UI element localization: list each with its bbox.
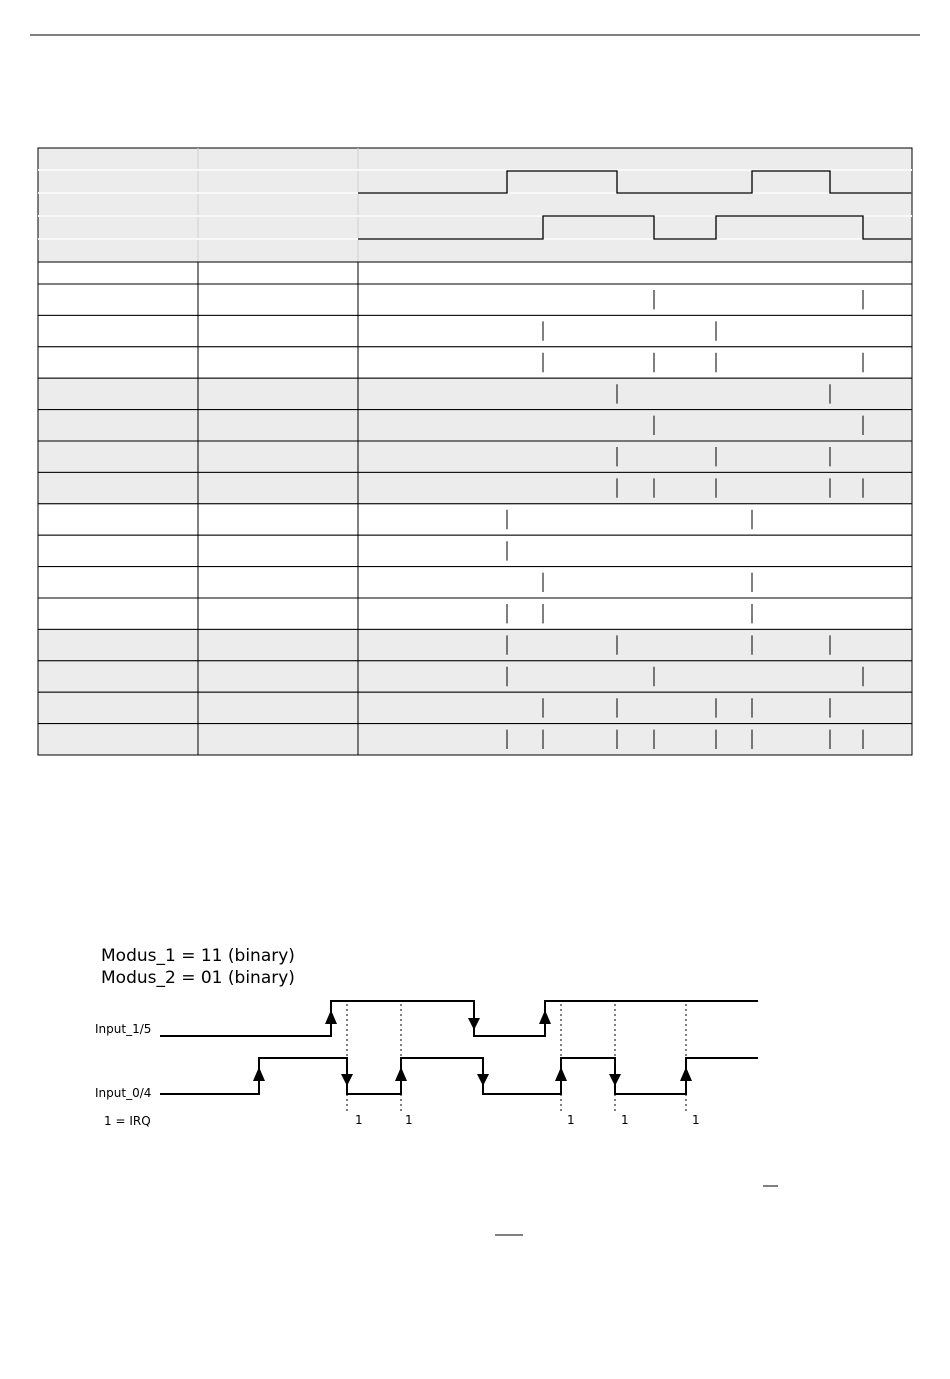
table-row-bg [38, 472, 912, 503]
falling-arrow-icon [477, 1074, 489, 1086]
signal-label-input-1-5: Input_1/5 [95, 1022, 152, 1036]
mode-line-2: Modus_2 = 01 (binary) [101, 968, 295, 988]
waveform-input-1-5 [160, 1001, 758, 1036]
table-row-bg [38, 629, 912, 660]
irq-mark: 1 [692, 1113, 700, 1127]
table-row-bg [38, 378, 912, 409]
table-row-bg [38, 692, 912, 723]
edge-arrows [253, 1010, 692, 1086]
table-row-bg [38, 598, 912, 629]
table-row [38, 504, 912, 535]
table-row-bg [38, 441, 912, 472]
mode-line-1: Modus_1 = 11 (binary) [101, 946, 295, 966]
rising-arrow-icon [539, 1010, 551, 1024]
irq-mark: 1 [405, 1113, 413, 1127]
table-row-bg [38, 724, 912, 755]
waveform-input-0-4 [160, 1058, 758, 1094]
table-row-bg [38, 315, 912, 346]
irq-legend: 1 = IRQ [104, 1114, 151, 1128]
table-row-bg [38, 284, 912, 315]
table-row-bg [38, 661, 912, 692]
irq-mark: 1 [567, 1113, 575, 1127]
table-row [38, 315, 912, 346]
table-row [38, 661, 912, 692]
table-row-bg [38, 262, 912, 284]
table-row [38, 724, 912, 755]
table-row [38, 284, 912, 315]
table-row [38, 262, 912, 284]
falling-arrow-icon [468, 1018, 480, 1030]
table-row [38, 441, 912, 472]
signal-label-input-0-4: Input_0/4 [95, 1086, 152, 1100]
table-row [38, 378, 912, 409]
table-row [38, 410, 912, 441]
mode-table [38, 148, 912, 755]
table-row [38, 598, 912, 629]
table-row [38, 567, 912, 598]
table-row [38, 629, 912, 660]
timing-diagram [95, 946, 758, 1128]
irq-mark: 1 [355, 1113, 363, 1127]
irq-mark: 1 [621, 1113, 629, 1127]
table-header-block [38, 148, 912, 262]
table-row-bg [38, 504, 912, 535]
table-row-bg [38, 410, 912, 441]
irq-dotted-lines [347, 1004, 686, 1112]
table-row [38, 535, 912, 566]
rising-arrow-icon [325, 1010, 337, 1024]
table-rows [38, 262, 912, 755]
table-row-bg [38, 535, 912, 566]
table-row-bg [38, 347, 912, 378]
table-row-bg [38, 567, 912, 598]
table-row [38, 472, 912, 503]
table-row [38, 347, 912, 378]
rising-arrow-icon [253, 1067, 265, 1081]
table-row [38, 692, 912, 723]
